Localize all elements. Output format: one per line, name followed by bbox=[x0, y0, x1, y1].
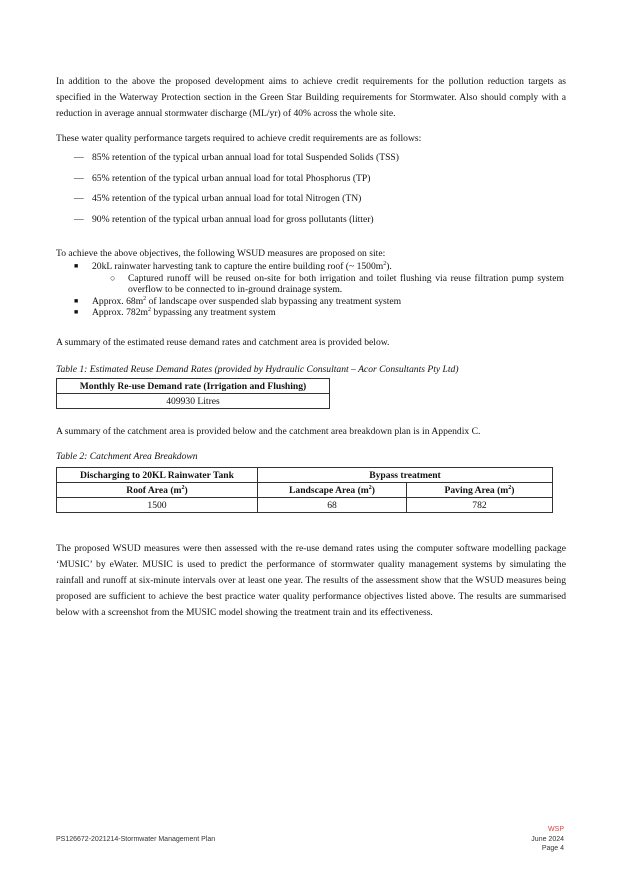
table-cell: 782 bbox=[407, 498, 553, 513]
intro-paragraph: In addition to the above the proposed development aims to achieve credit requirements for the pollution reduction targets as specified in the Waterway Protection section in the Green Star Building requirements for Stormwater. Also should comply with a reduction in average annual stormwater discharge (ML/yr) of 40% across the whole site. bbox=[56, 76, 566, 119]
list-item: — 85% retention of the typical urban annual load for total Suspended Solids (TSS) bbox=[74, 150, 399, 171]
assessment-paragraph: The proposed WSUD measures were then assessed with the re-use demand rates using the computer software modelling package ‘MUSIC’ by eWater. MUSIC is used to predict the performance of stormwater quality management systems by simulating the rainfall and runoff at six-minute intervals over at least one year. The results of the assessment show that the WSUD measures being proposed are sufficient to achieve the best practice water quality performance objectives listed above. The results are summarised below with a screenshot from the MUSIC model showing the treatment train and its effectiveness. bbox=[56, 543, 566, 618]
catchment-area-table bbox=[56, 467, 553, 513]
page-number: Page 4 bbox=[541, 845, 564, 852]
table-cell: 1500 bbox=[57, 498, 258, 513]
list-item: ○ Captured runoff will be reused on-site for both irrigation and toilet flushing via reuse filtration pump system overflow to be connected to in-ground drainage system. bbox=[110, 272, 564, 295]
table-header: Monthly Re-use Demand rate (Irrigation and Flushing) bbox=[57, 379, 330, 394]
brand-logo: WSP bbox=[548, 826, 564, 833]
wsud-intro: To achieve the above objectives, the following WSUD measures are proposed on site: bbox=[56, 248, 386, 259]
dash-bullet-icon: — bbox=[74, 172, 84, 184]
sub-list bbox=[74, 273, 564, 296]
table-row bbox=[57, 483, 553, 498]
list-item: ■ 20kL rainwater harvesting tank to capture the entire building roof (~ $1500m^2$). bbox=[74, 260, 392, 272]
reuse-demand-table bbox=[56, 378, 330, 409]
dash-bullet-icon: — bbox=[74, 152, 84, 163]
dash-bullet-icon: — bbox=[74, 193, 84, 204]
footer-doc-reference: PS126672-2021214-Stormwater Management Plan bbox=[56, 836, 216, 843]
list-item bbox=[74, 273, 564, 296]
footer-date: June 2024 bbox=[531, 835, 564, 843]
table-row bbox=[57, 468, 553, 483]
table1-caption: Table 1: Estimated Reuse Demand Rates (provided by Hydraulic Consultant – Acor Consultants Pty Ltd) bbox=[56, 364, 459, 375]
table-row bbox=[57, 394, 330, 409]
targets-list bbox=[74, 150, 399, 232]
list-item: ■ Approx. $782m^2$ bypassing any treatment system bbox=[74, 306, 276, 318]
table-header: Bypass treatment bbox=[258, 468, 553, 483]
table-row bbox=[57, 498, 553, 513]
table-cell: 409930 Litres bbox=[57, 394, 330, 409]
table-header: Roof Area $(m^2)$ bbox=[57, 483, 258, 498]
square-bullet-icon: ■ bbox=[74, 262, 79, 270]
summary-reuse: A summary of the estimated reuse demand rates and catchment area is provided below. bbox=[56, 337, 390, 348]
list-item: — 65% retention of the typical urban annual load for total Phosphorus (TP) bbox=[74, 171, 399, 192]
targets-intro: These water quality performance targets required to achieve credit requirements are as follows: bbox=[56, 133, 422, 144]
table2-caption: Table 2: Catchment Area Breakdown bbox=[56, 451, 198, 462]
table-header: Discharging to 20KL Rainwater Tank bbox=[57, 468, 258, 483]
list-item: — 45% retention of the typical urban annual load for total Nitrogen (TN) bbox=[74, 191, 399, 212]
table-cell: 68 bbox=[258, 498, 407, 513]
dash-bullet-icon: — bbox=[74, 213, 84, 225]
square-bullet-icon: ■ bbox=[74, 308, 79, 316]
list-item: ■ Approx. $68m^2$ of landscape over suspended slab bypassing any treatment system bbox=[74, 295, 402, 307]
table-header: Paving Area $(m^2)$ bbox=[407, 483, 553, 498]
wsud-measures-list bbox=[74, 261, 564, 319]
list-item: — 90% retention of the typical urban annual load for gross pollutants (litter) bbox=[74, 212, 399, 233]
summary-catchment: A summary of the catchment area is provided below and the catchment area breakdown plan is in Appendix C. bbox=[56, 426, 481, 437]
table-row bbox=[57, 379, 330, 394]
circle-bullet-icon: ○ bbox=[110, 272, 116, 283]
table-header: Landscape Area $(m^2)$ bbox=[258, 483, 407, 498]
square-bullet-icon: ■ bbox=[74, 296, 79, 305]
footer-info bbox=[531, 825, 564, 854]
